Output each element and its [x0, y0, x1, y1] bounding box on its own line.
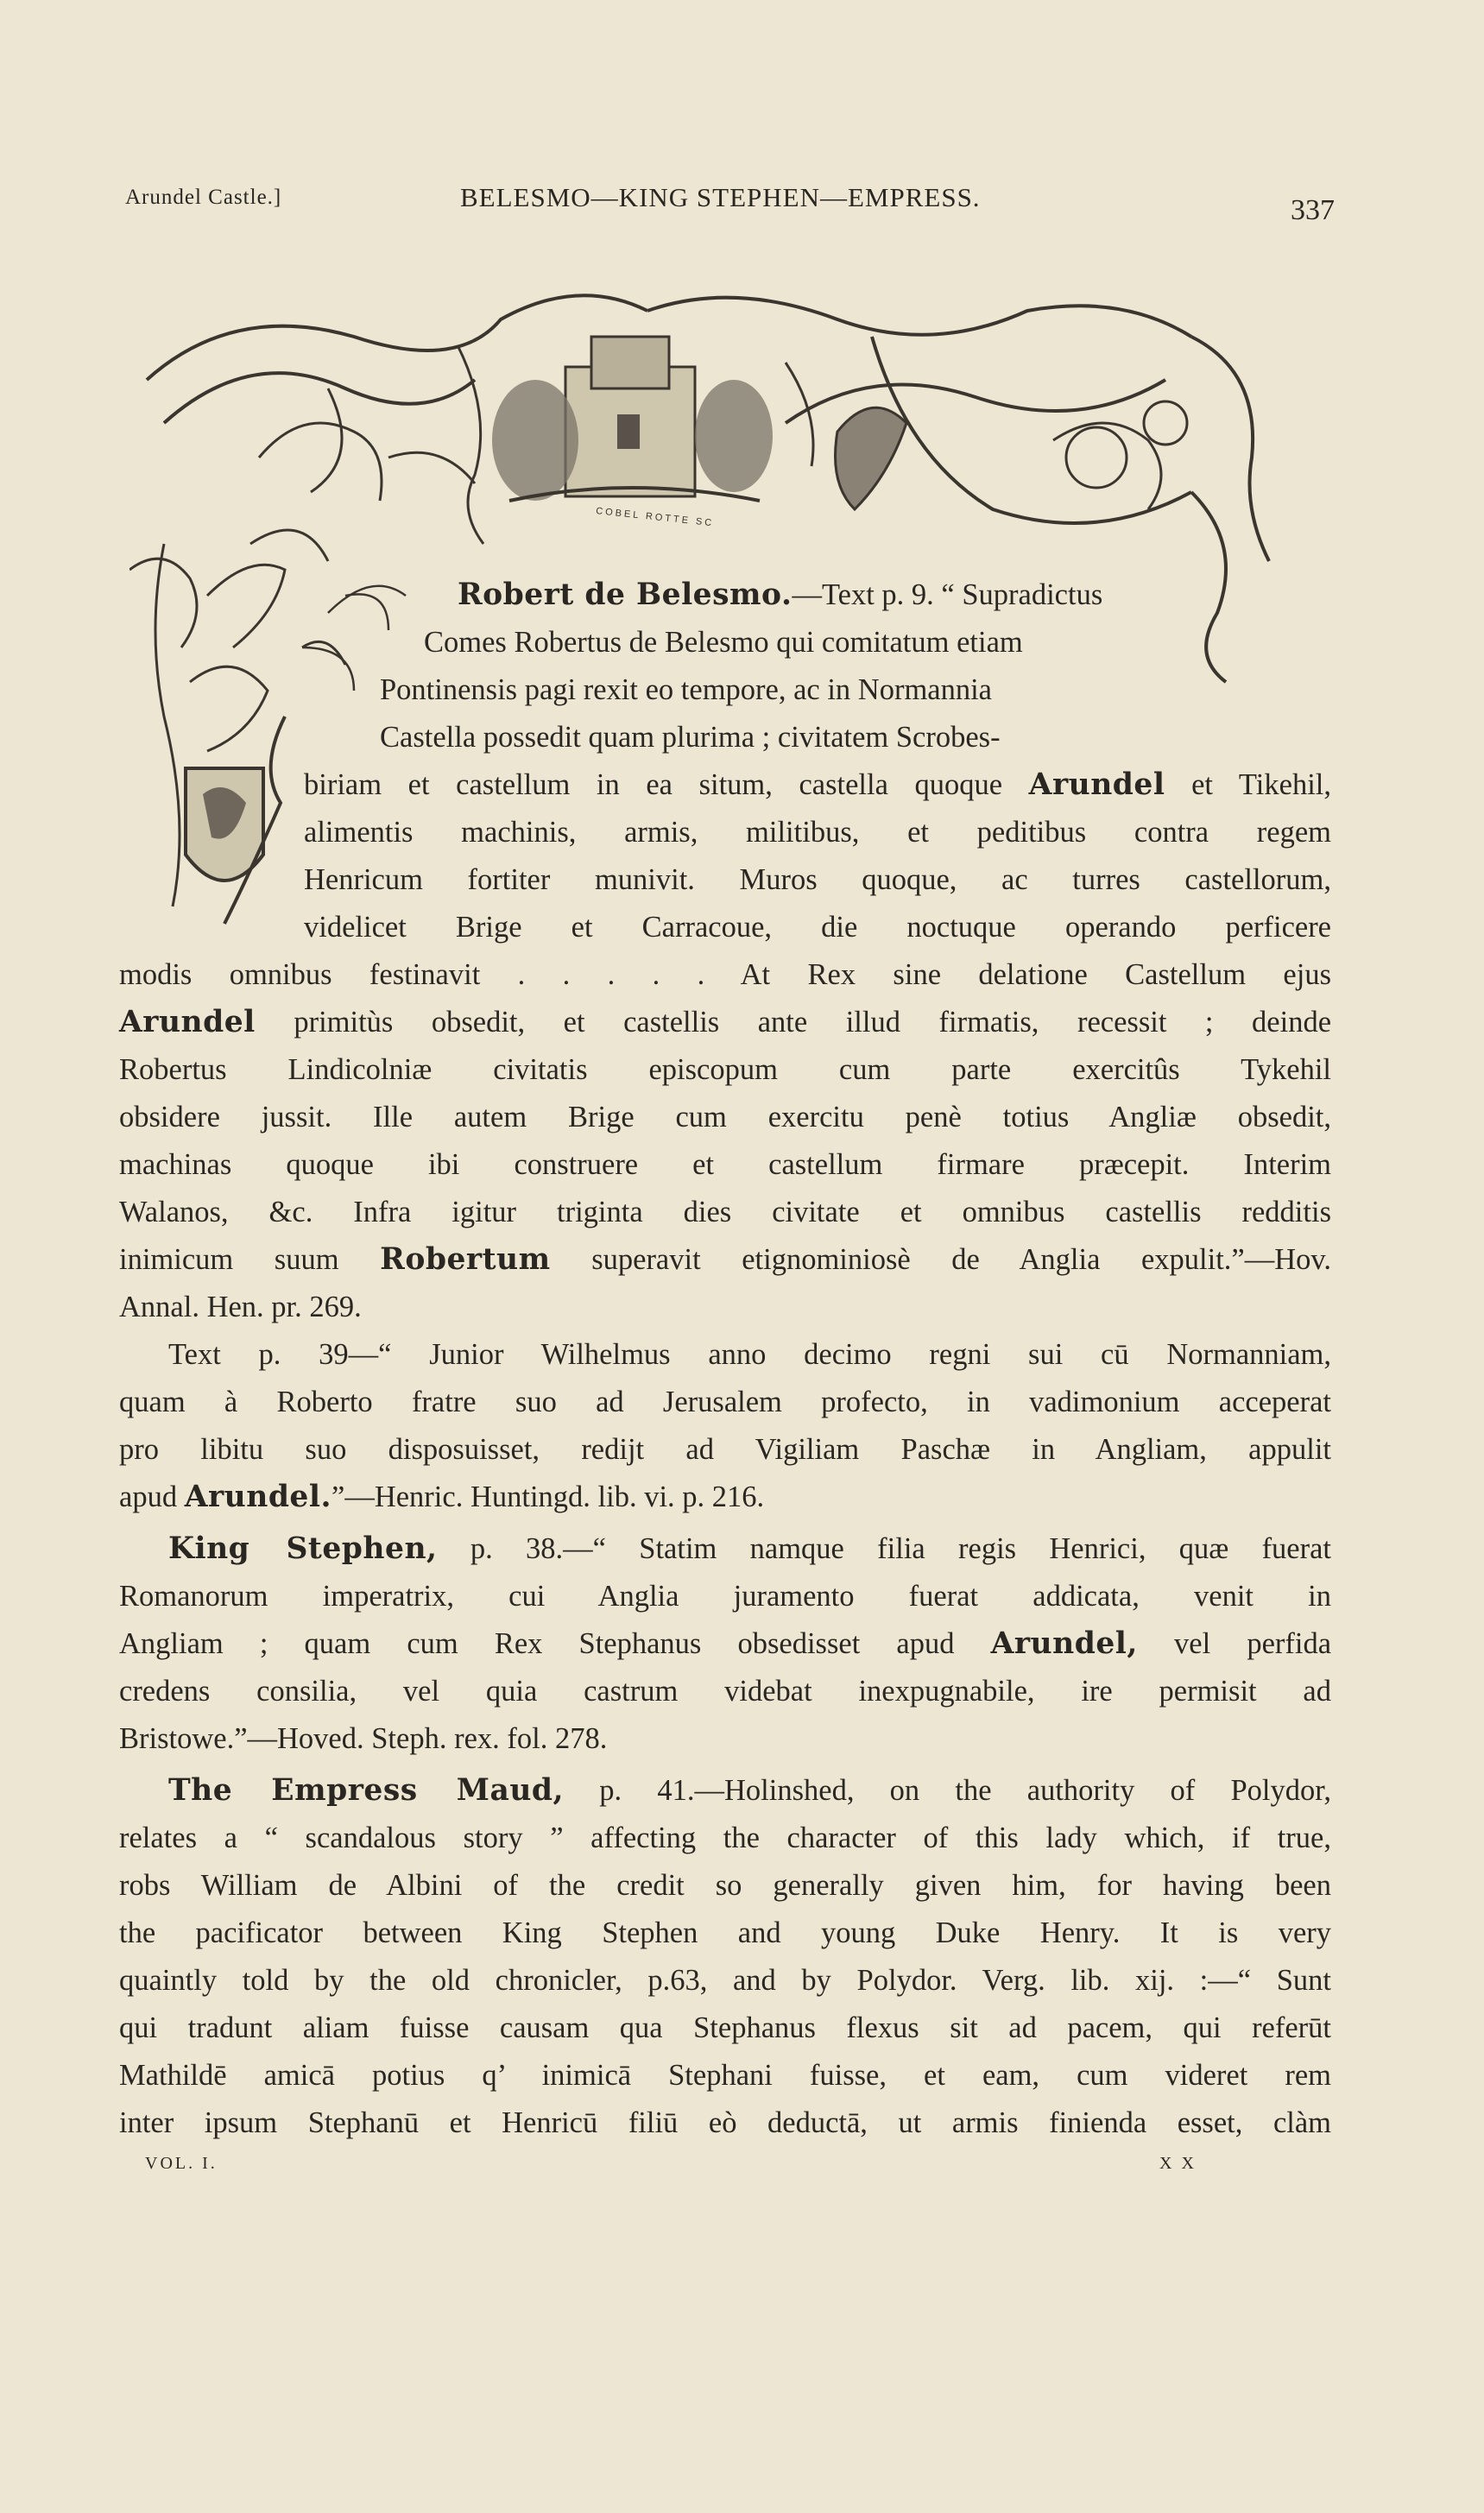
- text-line-21: King Stephen, p. 38.—“ Statim namque filia regis Henrici, quæ fuerat: [168, 1531, 1332, 1566]
- text-line-31: qui tradunt aliam fuisse causam qua Stephanus flexus sit ad pacem, qui referūt: [119, 2011, 1331, 2044]
- text-line-18: quam à Roberto fratre suo ad Jerusalem profecto, in vadimonium acceperat: [119, 1386, 1331, 1418]
- text-line-22: Romanorum imperatrix, cui Anglia juramento fuerat addicata, venit in: [119, 1580, 1331, 1613]
- running-head-left: Arundel Castle.]: [125, 186, 282, 209]
- text-line-17: Text p. 39—“ Junior Wilhelmus anno decimo regni sui cū Normanniam,: [168, 1338, 1331, 1371]
- text-line-33: inter ipsum Stephanū et Henricū filiū eò deductā, ut armis finienda esset, clàm: [119, 2106, 1331, 2139]
- text-line-23: Angliam ; quam cum Rex Stephanus obsedisset apud Arundel, vel perfida: [119, 1626, 1332, 1661]
- word-arundel: Arundel: [1028, 767, 1165, 802]
- word-arundel: Arundel.: [184, 1480, 332, 1514]
- page-number: 337: [1291, 194, 1335, 226]
- text-line-24: credens consilia, vel quia castrum videbat inexpugnabile, ire permisit ad: [119, 1675, 1331, 1708]
- text-line-13: machinas quoque ibi construere et castellum firmare præcepit. Interim: [119, 1148, 1331, 1181]
- text-line-12: obsidere jussit. Ille autem Brige cum exercitu penè totius Angliæ obsedit,: [119, 1101, 1331, 1133]
- engraver-signature: COBEL ROTTE SC: [595, 506, 715, 529]
- text-line-32: Mathildē amicā potius q’ inimicā Stephani fuisse, et eam, cum videret rem: [119, 2059, 1331, 2092]
- running-head-title: BELESMO—KING STEPHEN—EMPRESS.: [460, 182, 981, 212]
- text-line-3: Pontinensis pagi rexit eo tempore, ac in Normannia: [380, 673, 992, 706]
- text-line-29: the pacificator between King Stephen and young Duke Henry. It is very: [119, 1916, 1331, 1949]
- text-line-1: Robert de Belesmo.—Text p. 9. “ Supradictus: [458, 578, 1103, 612]
- page-footer: [0, 2154, 1484, 2188]
- text-line-15: inimicum suum Robertum superavit etignominiosè de Anglia expulit.”—Hov.: [119, 1242, 1332, 1277]
- text-line-6: alimentis machinis, armis, militibus, et peditibus contra regem: [304, 816, 1331, 849]
- word-robertum: Robertum: [380, 1242, 551, 1277]
- heading-empress-maud: The Empress Maud,: [168, 1773, 565, 1808]
- text-line-16: Annal. Hen. pr. 269.: [119, 1291, 362, 1323]
- bird-figure-icon: [836, 407, 907, 509]
- text-line-27: relates a “ scandalous story ” affecting the character of this lady which, if true,: [119, 1822, 1331, 1854]
- text-line-4: Castella possedit quam plurima ; civitatem Scrobes-: [380, 721, 1001, 754]
- text-line-2: Comes Robertus de Belesmo qui comitatum etiam: [424, 626, 1023, 659]
- heading-robert-de-belesmo: Robert de Belesmo.: [458, 578, 793, 612]
- gathering-signature: X X: [1159, 2154, 1197, 2173]
- word-arundel: Arundel,: [990, 1626, 1138, 1661]
- text-line-5: biriam et castellum in ea situm, castella quoque Arundel et Tikehil,: [304, 767, 1331, 802]
- text-line-7: Henricum fortiter munivit. Muros quoque, ac turres castellorum,: [304, 863, 1331, 896]
- text-line-19: pro libitu suo disposuisset, redijt ad Vigiliam Paschæ in Angliam, appulit: [119, 1433, 1331, 1466]
- text-line-26: The Empress Maud, p. 41.—Holinshed, on the authority of Polydor,: [168, 1773, 1331, 1808]
- text-line-8: videlicet Brige et Carracoue, die noctuque operando perficere: [304, 911, 1331, 944]
- heading-king-stephen: King Stephen,: [168, 1531, 438, 1566]
- volume-signature: VOL. I.: [145, 2154, 218, 2173]
- running-header: [0, 177, 1484, 229]
- text-line-30: quaintly told by the old chronicler, p.63, and by Polydor. Verg. lib. xij. :—“ Sunt: [119, 1964, 1331, 1997]
- text-line-20: apud Arundel.”—Henric. Huntingd. lib. vi. p. 216.: [119, 1480, 765, 1514]
- text-line-9: modis omnibus festinavit . . . . . At Rex sine delatione Castellum ejus: [119, 958, 1331, 991]
- text-line-11: Robertus Lindicolniæ civitatis episcopum cum parte exercitûs Tykehil: [119, 1053, 1331, 1086]
- text-line-10: Arundel primitùs obsedit, et castellis ante illud firmatis, recessit ; deinde: [119, 1005, 1332, 1039]
- text-line-28: robs William de Albini of the credit so generally given him, for having been: [119, 1869, 1331, 1902]
- word-arundel: Arundel: [119, 1005, 256, 1039]
- text-line-25: Bristowe.”—Hoved. Steph. rex. fol. 278.: [119, 1722, 608, 1755]
- text-line-14: Walanos, &c. Infra igitur triginta dies civitate et omnibus castellis redditis: [119, 1196, 1331, 1228]
- castle-tower-icon: [492, 337, 773, 501]
